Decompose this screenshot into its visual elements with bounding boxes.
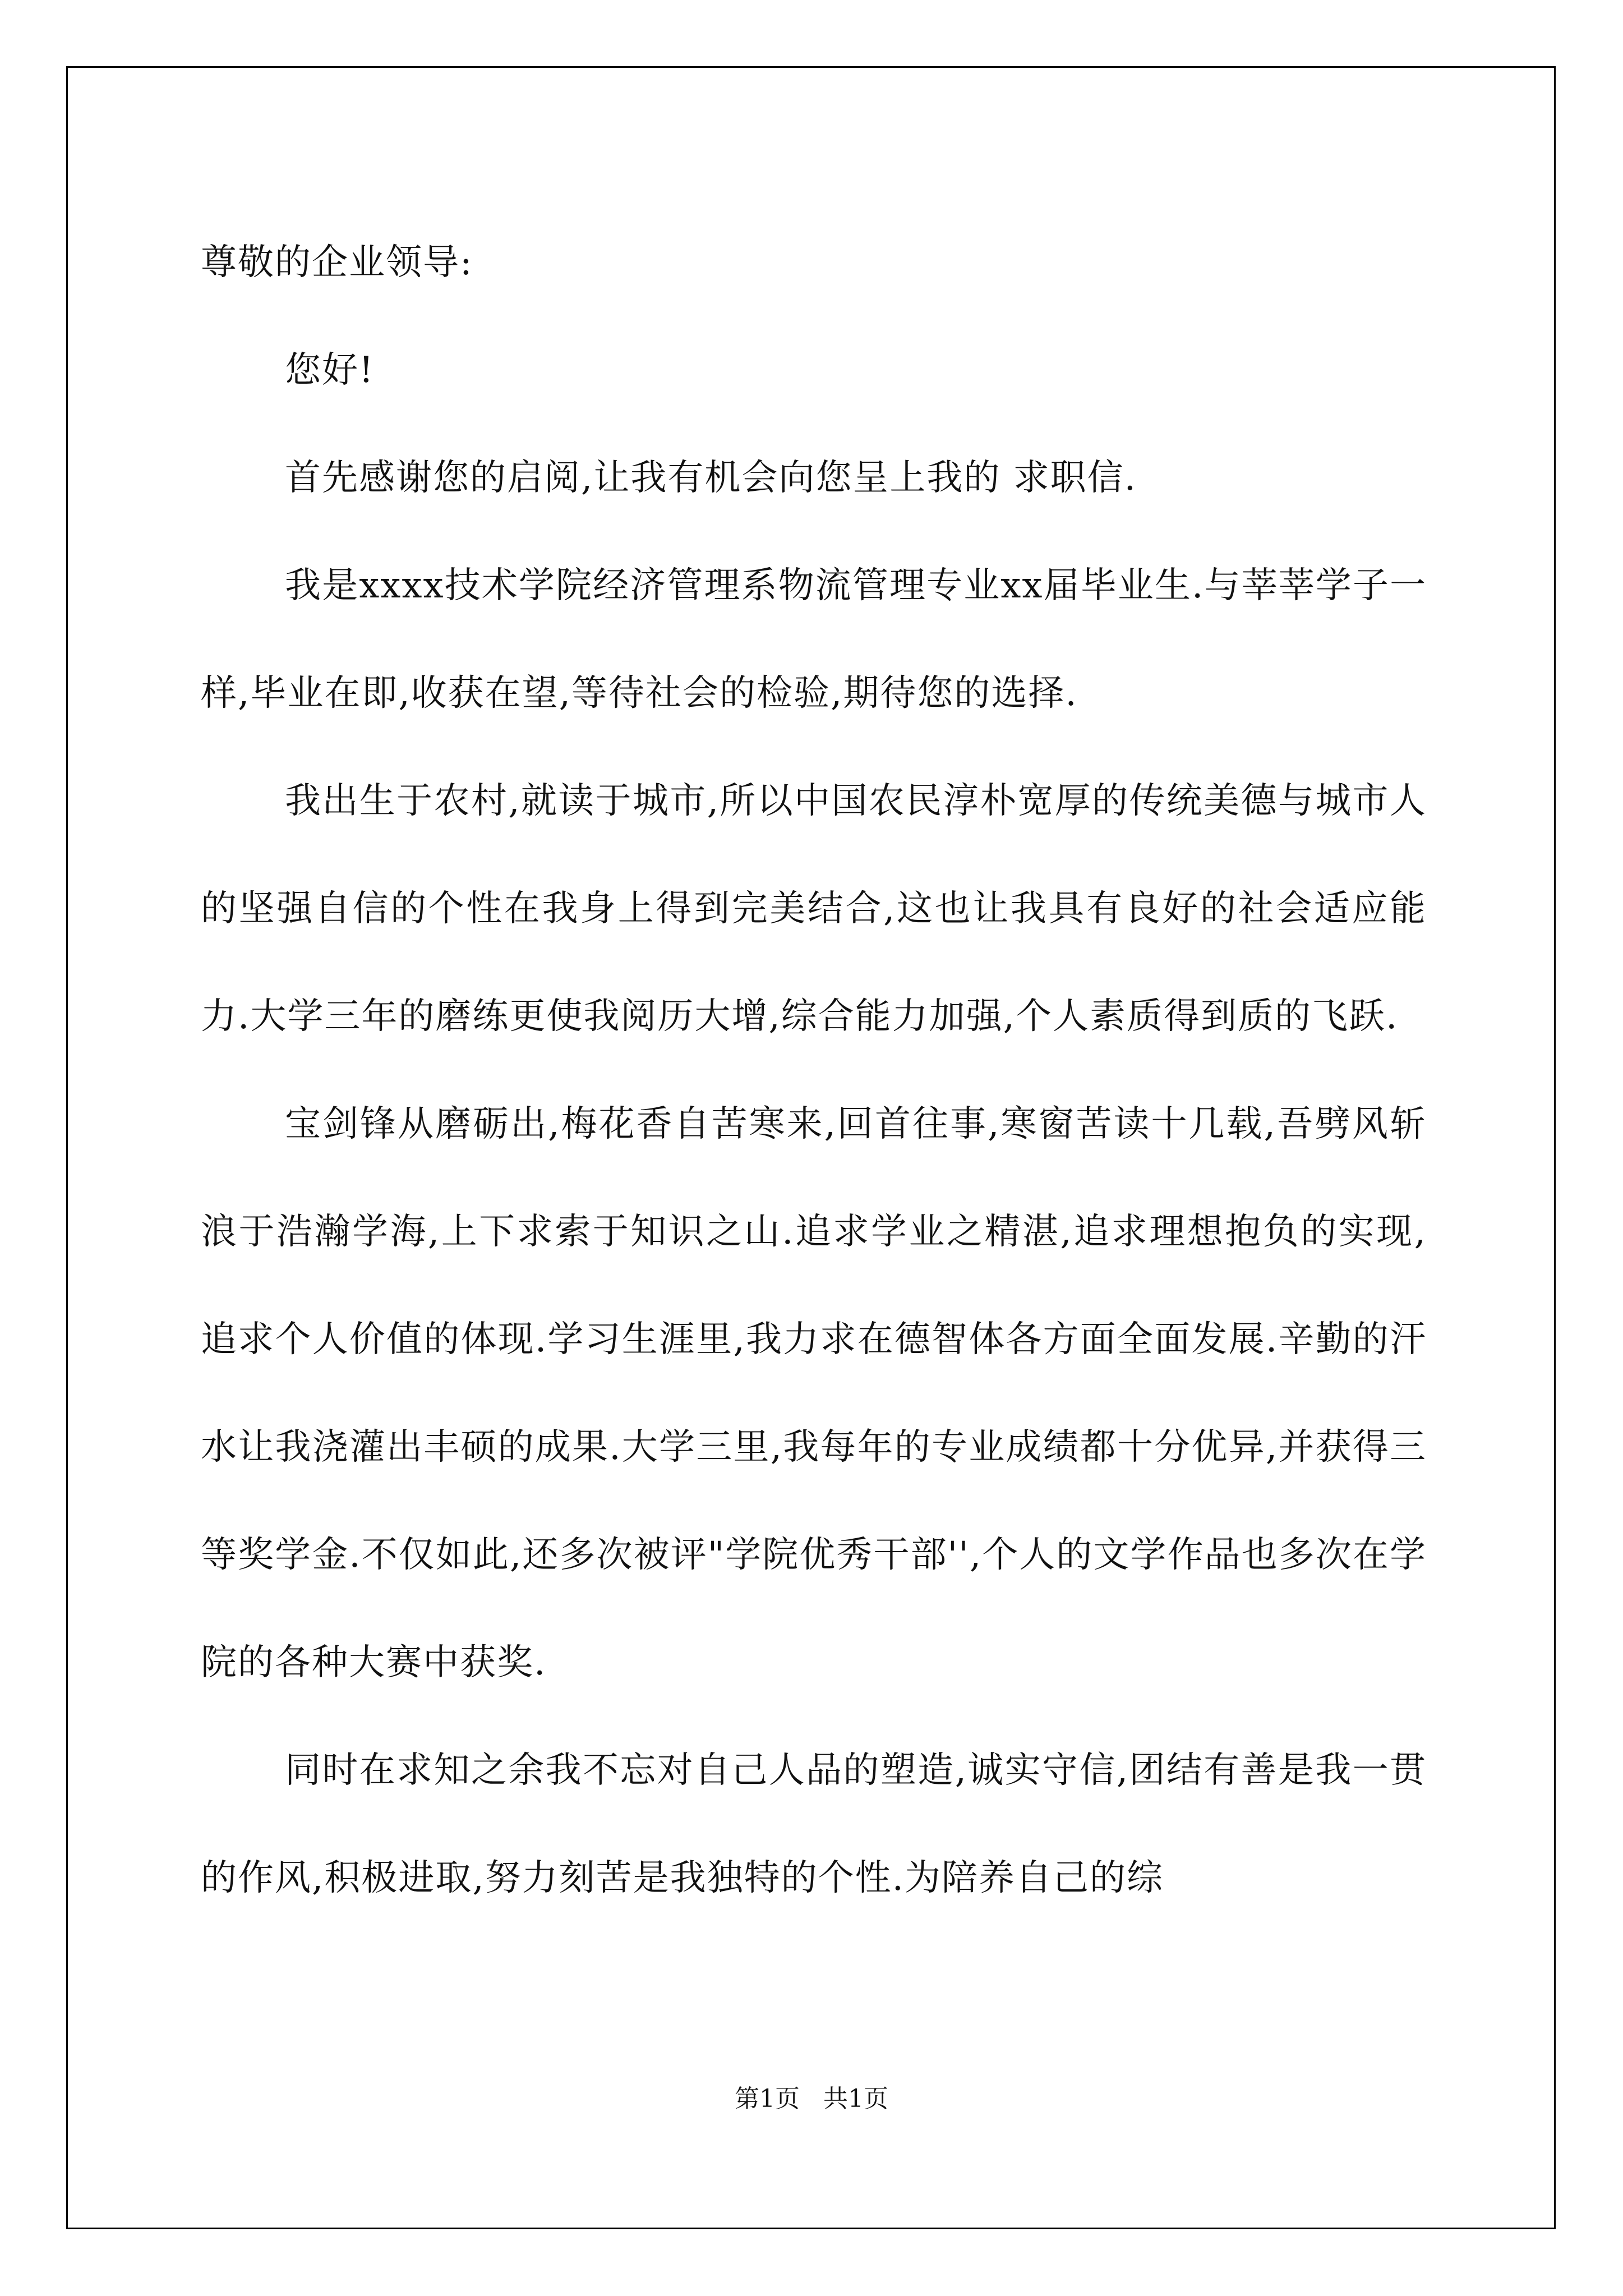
paragraph-background: 我出生于农村,就读于城市,所以中国农民淳朴宽厚的传统美德与城市人的坚强自信的个性在我身上得到完美结合,这也让我具有良好的社会适应能力.大学三年的磨练更使我阅历大增,综合能力加强,个人素质得到质的飞跃. (201, 780, 1427, 1037)
paragraph-greeting: 您好! (285, 349, 375, 391)
paragraph-character: 同时在求知之余我不忘对自己人品的塑造,诚实守信,团结有善是我一贯的作风,积极进取,努力刻苦是我独特的个性.为陪养自己的综 (201, 1750, 1427, 1899)
letter-body (201, 209, 1427, 1932)
paragraph-thanks: 首先感谢您的启阅,让我有机会向您呈上我的 求职信. (285, 457, 1137, 499)
salutation: 尊敬的企业领导: (201, 242, 473, 283)
page-number-footer: 第1页 共1页 (735, 2085, 888, 2113)
paragraph-introduction: 我是xxxx技术学院经济管理系物流管理专业xx届毕业生.与莘莘学子一样,毕业在即,收获在望,等待社会的检验,期待您的选择. (201, 565, 1427, 714)
paragraph-achievements: 宝剑锋从磨砺出,梅花香自苦寒来,回首往事,寒窗苦读十几载,吾劈风斩浪于浩瀚学海,上下求索于知识之山.追求学业之精湛,追求理想抱负的实现,追求个人价值的体现.学习生涯里,我力求在德智体各方面全面发展.辛勤的汗水让我浇灌出丰硕的成果.大学三里,我每年的专业成绩都十分优异,并获得三等奖学金.不仅如此,还多次被评"学院优秀干部'',个人的文学作品也多次在学院的各种大赛中获奖. (201, 1103, 1427, 1683)
